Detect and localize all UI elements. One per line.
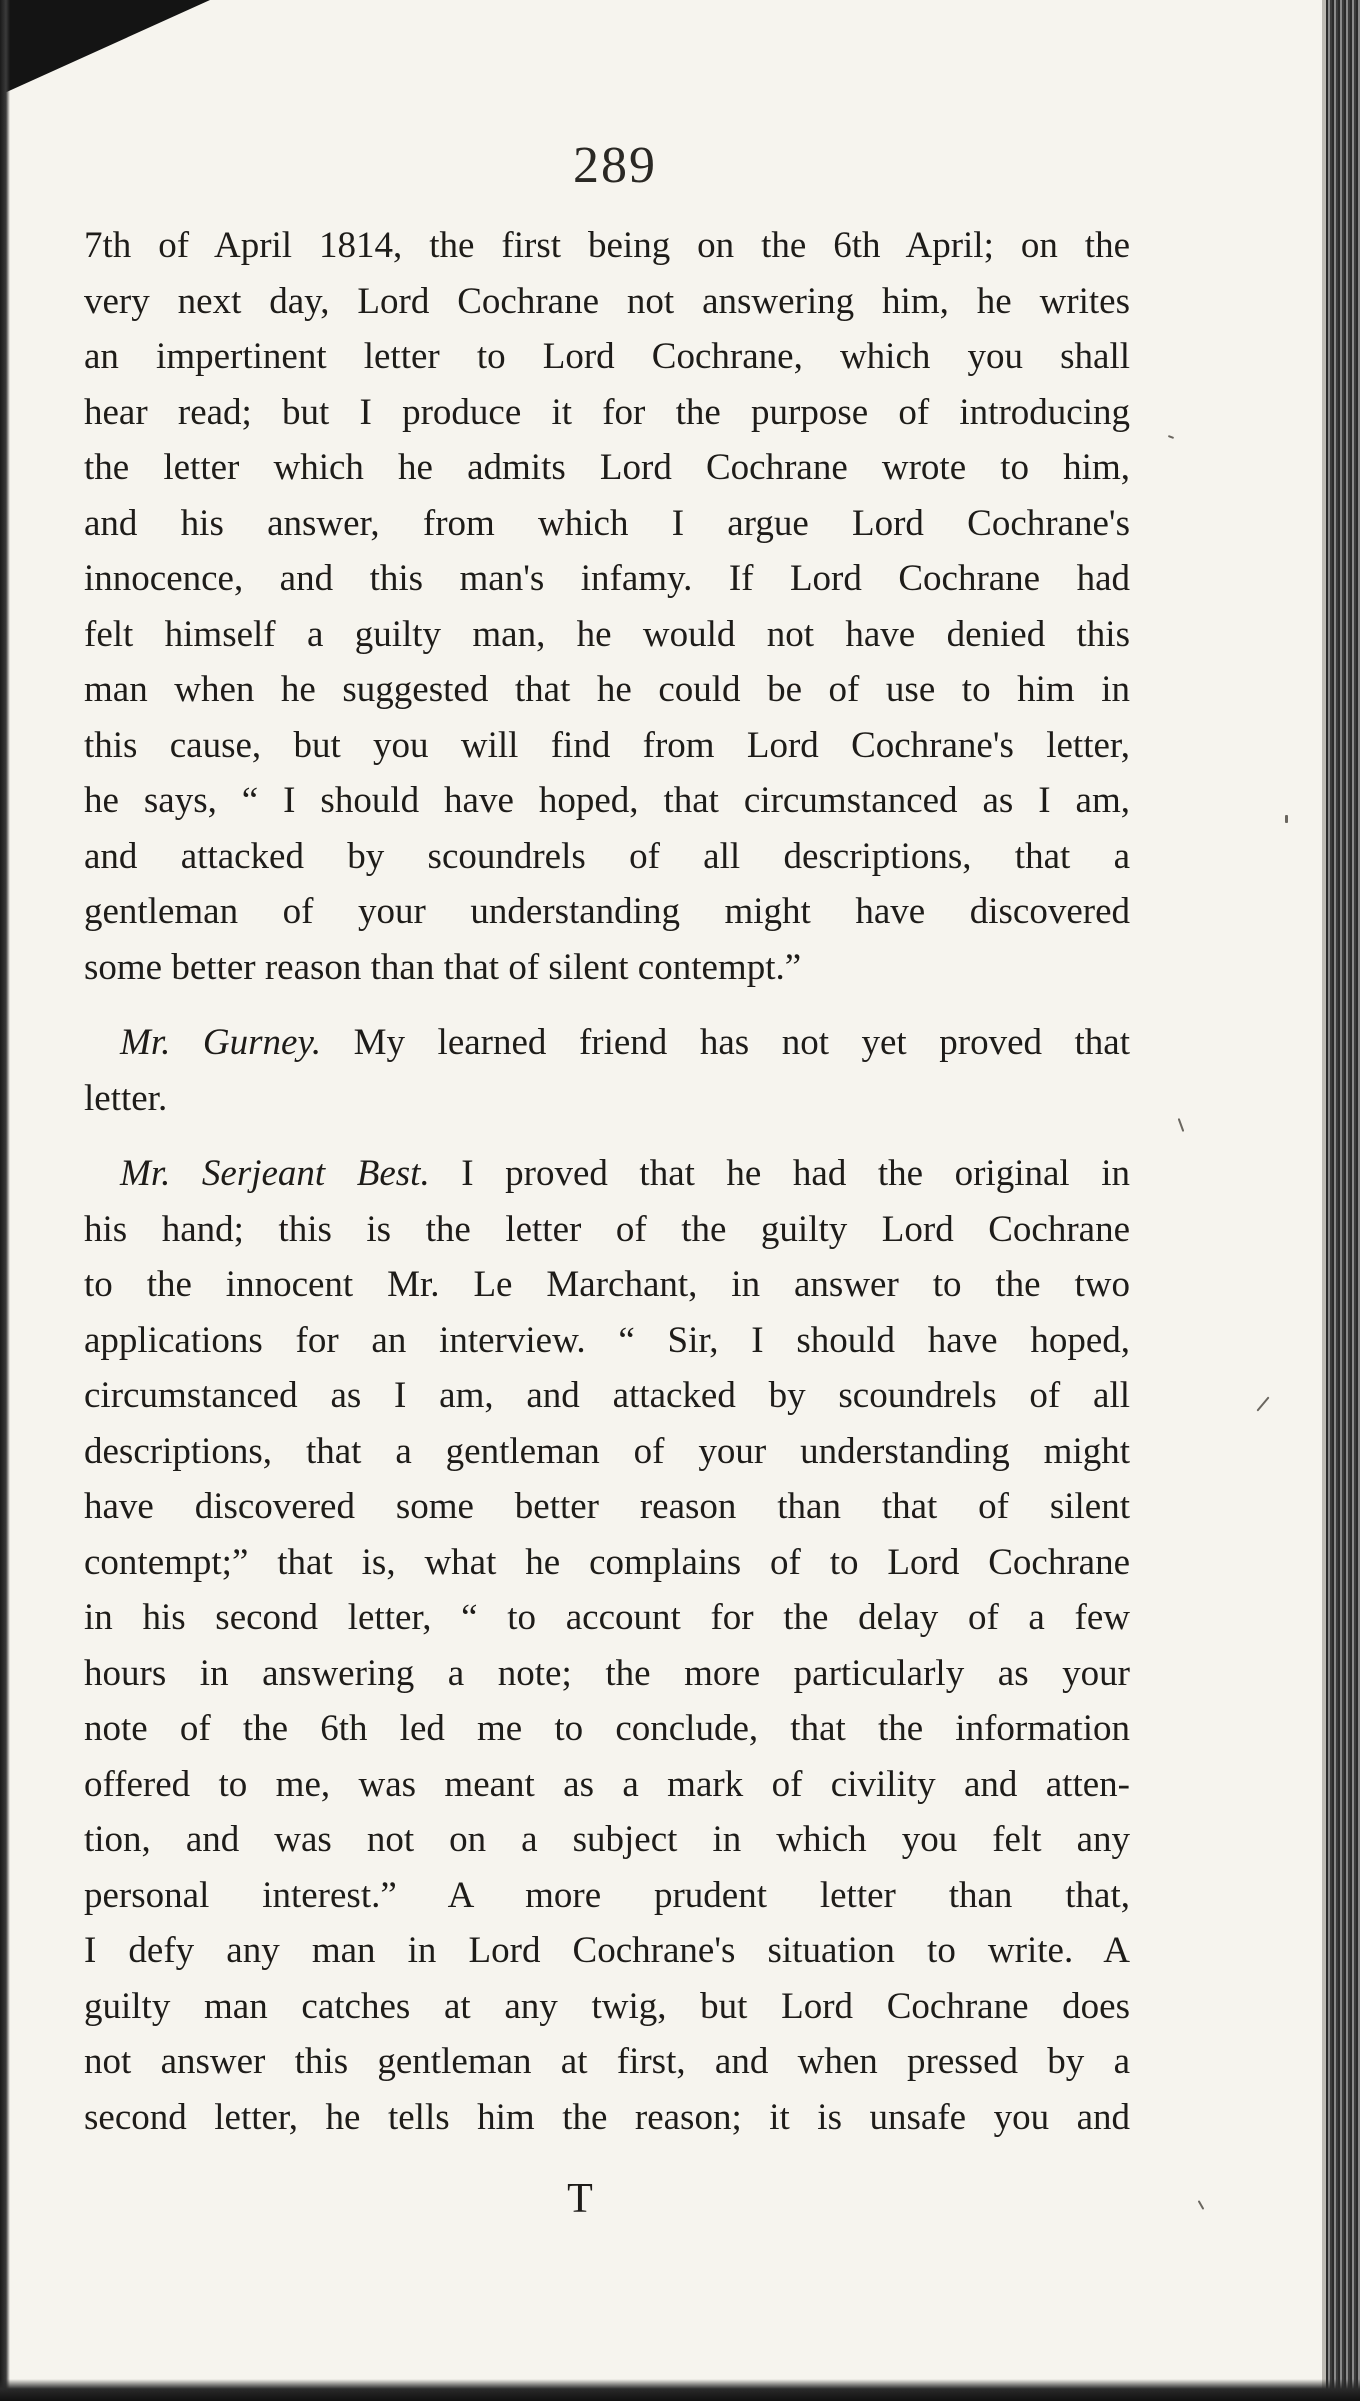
scan-speck bbox=[1198, 2200, 1205, 2210]
speaker-text: I proved that he had the original in bbox=[461, 1153, 1131, 1194]
text-line: personal interest.” A more prudent letter than that, bbox=[84, 1874, 1130, 1916]
text-line: felt himself a guilty man, he would not have denied this bbox=[84, 613, 1130, 655]
text-line: tion, and was not on a subject in which you felt any bbox=[84, 1819, 1130, 1860]
text-line: in his second letter, “ to account for the delay of a few bbox=[84, 1597, 1130, 1638]
text-line: to the innocent Mr. Le Marchant, in answer to the two bbox=[84, 1264, 1130, 1305]
scan-edge-top-left bbox=[0, 0, 210, 95]
scan-edge-left bbox=[0, 0, 10, 2401]
text-line: applications for an interview. “ Sir, I should have hoped, bbox=[84, 1319, 1130, 1361]
scan-edge-bottom bbox=[0, 2379, 1360, 2401]
page-number: 289 bbox=[573, 137, 657, 194]
speaker-name: Mr. Gurney. bbox=[120, 1022, 322, 1063]
text-line: guilty man catches at any twig, but Lord Cochrane does bbox=[84, 1985, 1130, 2027]
text-line: the letter which he admits Lord Cochrane wrote to him, bbox=[84, 447, 1130, 488]
text-line: innocence, and this man's infamy. If Lord Cochrane had bbox=[84, 558, 1130, 599]
signature-mark: T bbox=[567, 2176, 593, 2222]
text-line: his hand; this is the letter of the guilty Lord Cochrane bbox=[84, 1208, 1130, 1250]
scan-speck bbox=[1285, 815, 1288, 823]
body-text bbox=[84, 218, 1130, 2145]
text-line: hear read; but I produce it for the purpose of introducing bbox=[84, 391, 1130, 433]
scan-edge-right bbox=[1326, 0, 1360, 2401]
text-line: circumstanced as I am, and attacked by scoundrels of all bbox=[84, 1375, 1130, 1416]
text-line: gentleman of your understanding might have discovered bbox=[84, 891, 1130, 932]
text-line: hours in answering a note; the more particularly as your bbox=[84, 1652, 1130, 1694]
text-line: man when he suggested that he could be of use to him in bbox=[84, 669, 1130, 710]
text-line: very next day, Lord Cochrane not answering him, he writes bbox=[84, 280, 1130, 322]
text-line: he says, “ I should have hoped, that circumstanced as I am, bbox=[84, 780, 1130, 821]
text-line: letter. bbox=[84, 1077, 168, 1119]
text-line: have discovered some better reason than that of silent bbox=[84, 1486, 1130, 1527]
text-line: this cause, but you will find from Lord Cochrane's letter, bbox=[84, 724, 1130, 766]
text-line: descriptions, that a gentleman of your understanding might bbox=[84, 1430, 1130, 1472]
text-line: some better reason than that of silent contempt.” bbox=[84, 946, 802, 988]
speaker-text: My learned friend has not yet proved that bbox=[353, 1022, 1131, 1063]
text-line bbox=[84, 1146, 1130, 1202]
scan-speck bbox=[1256, 1396, 1269, 1411]
text-line: note of the 6th led me to conclude, that the information bbox=[84, 1708, 1130, 1749]
text-line: offered to me, was meant as a mark of civility and atten- bbox=[84, 1763, 1130, 1805]
paragraph bbox=[84, 218, 1130, 995]
text-line: an impertinent letter to Lord Cochrane, which you shall bbox=[84, 336, 1130, 377]
paragraph-gurney bbox=[84, 1015, 1130, 1126]
text-line: I defy any man in Lord Cochrane's situation to write. A bbox=[84, 1930, 1130, 1971]
scan-speck bbox=[1178, 1118, 1185, 1132]
text-line: 7th of April 1814, the first being on the 6th April; on the bbox=[84, 225, 1130, 266]
text-line: second letter, he tells him the reason; it is unsafe you and bbox=[84, 2096, 1130, 2138]
speaker-name: Mr. Serjeant Best. bbox=[120, 1153, 430, 1194]
text-line bbox=[84, 1015, 1130, 1071]
text-line: not answer this gentleman at first, and when pressed by a bbox=[84, 2041, 1130, 2082]
scan-speck bbox=[1168, 435, 1174, 439]
text-line: and his answer, from which I argue Lord Cochrane's bbox=[84, 502, 1130, 544]
text-line: contempt;” that is, what he complains of to Lord Cochrane bbox=[84, 1541, 1130, 1583]
paragraph-serjeant-best bbox=[84, 1146, 1130, 2145]
text-line: and attacked by scoundrels of all descriptions, that a bbox=[84, 835, 1130, 877]
